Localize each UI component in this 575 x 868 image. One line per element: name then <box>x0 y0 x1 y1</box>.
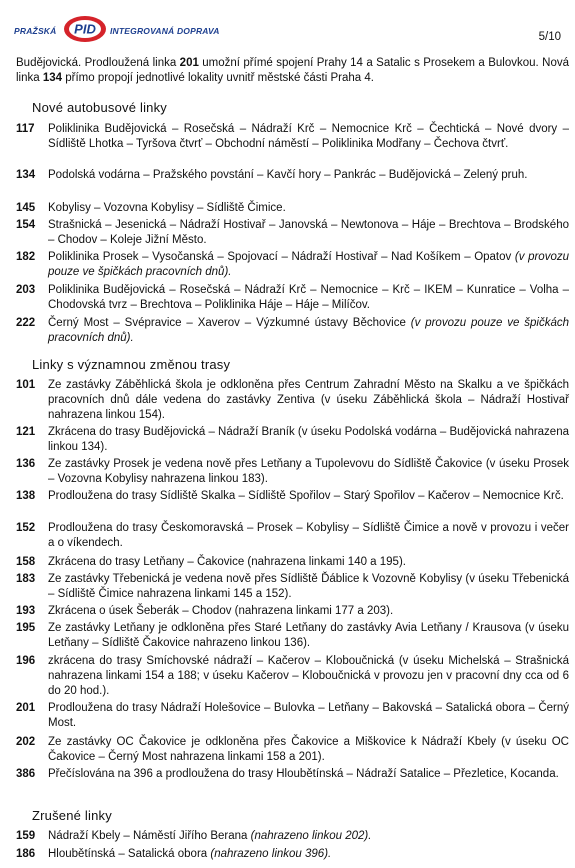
line-number: 186 <box>16 848 36 860</box>
route-text: Poliklinika Budějovická – Rosečská – Nádraží Krč – Nemocnice Krč – Čechtická – Nové dvory – Sídliště Lhotka – Tyršova čtvrť – Obchodní náměstí – Poliklinika Modřany – Čechova čtvrť. <box>48 123 569 150</box>
intro-paragraph <box>16 56 569 86</box>
line-number: 183 <box>16 573 36 585</box>
line-number: 101 <box>16 379 36 391</box>
line-number: 386 <box>16 768 36 780</box>
route-text: Nádraží Kbely – Náměstí Jiřího Berana <box>48 830 251 842</box>
list-item <box>16 378 569 423</box>
section-title-changed-lines: Linky s významnou změnou trasy <box>32 357 231 372</box>
list-item <box>16 489 569 504</box>
line-number: 195 <box>16 622 36 634</box>
line-number: 202 <box>16 736 36 748</box>
list-item <box>16 521 569 551</box>
change-text: Zkrácena do trasy Letňany – Čakovice (nahrazena linkami 140 a 195). <box>48 556 406 568</box>
list-item <box>16 218 569 248</box>
list-item <box>16 201 569 216</box>
route-text: Černý Most – Svépravice – Xaverov – Výzkumné ústavy Běchovice <box>48 317 411 329</box>
change-text: Zkrácena do trasy Budějovická – Nádraží Braník (v úseku Podolská vodárna – Budějovická nahrazena linkou 134). <box>48 426 569 453</box>
section-title-new-lines: Nové autobusové linky <box>32 100 167 115</box>
change-text: Prodloužena do trasy Českomoravská – Prosek – Kobylisy – Sídliště Čimice a nově v provozu i večer a o víkendech. <box>48 522 569 549</box>
line-number: 158 <box>16 556 36 568</box>
change-text: Ze zastávky OC Čakovice je odkloněna přes Čakovice a Miškovice k Nádraží Kbely (v úseku OC Čakovice – Černý Most nahrazena linkami 158 a 201). <box>48 736 569 763</box>
page-number: 5/10 <box>538 31 561 43</box>
pid-logo-mark <box>62 14 108 44</box>
list-item <box>16 457 569 487</box>
line-number: 138 <box>16 490 36 502</box>
route-text: Hloubětínská – Satalická obora <box>48 848 211 860</box>
intro-line-134: 134 <box>42 72 63 84</box>
route-note: (v provozu pouze ve špičkách pracovních dnů). <box>48 251 569 278</box>
route-text: Strašnická – Jesenická – Nádraží Hostivař – Janovská – Newtonova – Háje – Brechtova – Brodského – Chodov – Koleje Jižní Město. <box>48 219 569 246</box>
line-number: 145 <box>16 202 36 214</box>
list-item <box>16 316 569 346</box>
line-number: 182 <box>16 251 36 263</box>
change-text: Ze zastávky Prosek je vedena nově přes Letňany a Tupolevovu do Sídliště Čakovice (v úseku Prosek – Vozovna Kobylisy nahrazena linkou 183). <box>48 458 569 485</box>
line-number: 196 <box>16 655 36 667</box>
intro-text-2: umožní přímé spojení Prahy 14 a Satalic s Prosekem a Bulovkou. Nová linka <box>16 57 569 84</box>
intro-text-3: přímo propojí jednotlivé lokality uvnitř městské části Praha 4. <box>62 72 374 84</box>
list-item <box>16 283 569 313</box>
change-text: Zkrácena o úsek Šeberák – Chodov (nahrazena linkami 177 a 203). <box>48 605 394 617</box>
line-number: 193 <box>16 605 36 617</box>
list-item <box>16 767 569 782</box>
logo-mark-text: PID <box>74 21 96 37</box>
list-item <box>16 604 569 619</box>
change-text: Ze zastávky Třebenická je vedena nově přes Sídliště Ďáblice k Vozovně Kobylisy (v úseku Třebenická – Sídliště Čimice nahrazena linkami 145 a 152). <box>48 573 569 600</box>
route-text: Podolská vodárna – Pražského povstání – Kavčí hory – Pankrác – Budějovická – Zelený pruh. <box>48 169 528 181</box>
list-item <box>16 122 569 152</box>
list-item <box>16 847 569 862</box>
line-number: 134 <box>16 169 36 181</box>
logo-text-left: PRAŽSKÁ <box>14 26 57 36</box>
line-number: 152 <box>16 522 36 534</box>
list-item <box>16 168 569 183</box>
line-number: 203 <box>16 284 36 296</box>
list-item <box>16 555 569 570</box>
line-number: 201 <box>16 702 36 714</box>
list-item <box>16 654 569 699</box>
route-note: (v provozu pouze ve špičkách pracovních dnů). <box>48 317 570 344</box>
line-number: 136 <box>16 458 36 470</box>
route-text: Poliklinika Prosek – Vysočanská – Spojovací – Nádraží Hostivař – Nad Košíkem – Opatov <box>48 251 515 263</box>
pid-logo <box>14 14 220 44</box>
route-text: Poliklinika Budějovická – Rosečská – Nádraží Krč – Nemocnice – Krč – IKEM – Kunratice – Volha – Chodovská tvrz – Brechtova – Poliklinika Háje – Háje – Milíčov. <box>48 284 569 311</box>
change-text: Ze zastávky Letňany je odkloněna přes Staré Letňany do zastávky Avia Letňany / Krausova (v úseku Letňany – Sídliště Čakovice nahrazeno linkou 136). <box>48 622 569 649</box>
list-item <box>16 701 569 731</box>
list-item <box>16 735 569 765</box>
route-note: (nahrazeno linkou 202). <box>250 830 372 842</box>
change-text: Ze zastávky Záběhlická škola je odkloněna přes Centrum Zahradní Město na Skalku a ve špičkách pracovních dnů dále vedena do zastávky Zentiva (v úseku Záběhlická škola – Nádraží Hostivař nahrazena linkou 154). <box>48 379 569 421</box>
line-number: 222 <box>16 317 36 329</box>
list-item <box>16 250 569 280</box>
route-note: (nahrazeno linkou 396). <box>210 848 332 860</box>
line-number: 121 <box>16 426 36 438</box>
intro-text-1: Budějovická. Prodloužená linka <box>16 57 180 69</box>
logo-text-right: INTEGROVANÁ DOPRAVA <box>110 26 220 36</box>
change-text: zkrácena do trasy Smíchovské nádraží – Kačerov – Kloboučnická (v úseku Michelská – Strašnická nahrazena linkami 154 a 188; v úseku Kačerov – Kloboučnická v provozu jen v pracovní dny cca od 6 do 20 hod.). <box>48 655 569 697</box>
change-text: Prodloužena do trasy Nádraží Holešovice – Bulovka – Letňany – Bakovská – Satalická obora – Černý Most. <box>48 702 569 729</box>
intro-line-201: 201 <box>179 57 199 69</box>
list-item <box>16 572 569 602</box>
change-text: Přečíslována na 396 a prodloužena do trasy Hloubětínská – Nádraží Satalice – Přezletice, Kocanda. <box>48 768 559 780</box>
line-number: 159 <box>16 830 36 842</box>
section-title-cancelled-lines: Zrušené linky <box>32 808 112 823</box>
line-number: 154 <box>16 219 36 231</box>
list-item <box>16 621 569 651</box>
list-item <box>16 829 569 844</box>
change-text: Prodloužena do trasy Sídliště Skalka – Sídliště Spořilov – Starý Spořilov – Kačerov – Nemocnice Krč. <box>48 490 564 502</box>
route-text: Kobylisy – Vozovna Kobylisy – Sídliště Čimice. <box>48 202 286 214</box>
list-item <box>16 425 569 455</box>
line-number: 117 <box>16 123 35 135</box>
